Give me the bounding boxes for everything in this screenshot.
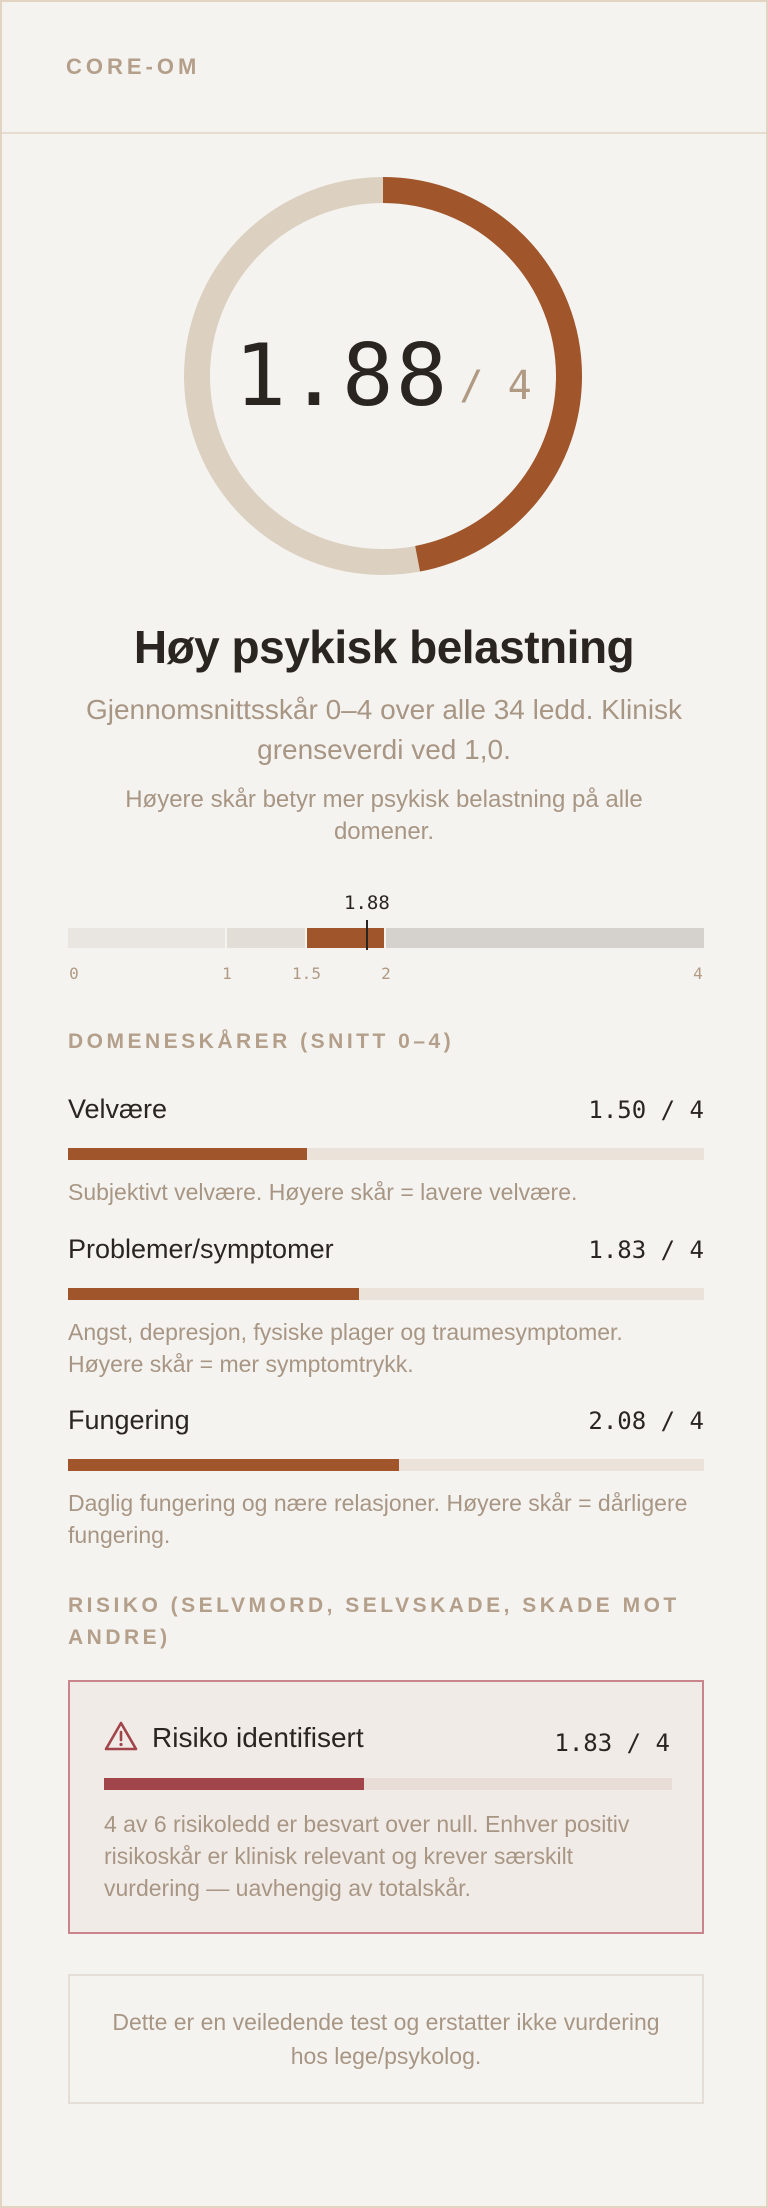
level-subtitle: Gjennomsnittsskår 0–4 over alle 34 ledd. Klinisk grenseverdi ved 1,0. [85, 694, 683, 765]
score-gauge [181, 174, 585, 578]
scale-band-active [307, 928, 385, 948]
total-score: 1.88 [234, 326, 450, 426]
total-score-max: / 4 [459, 363, 532, 409]
domain-description: Daglig fungering og nære relasjoner. Høyere skår = dårligere fungering. [68, 1490, 688, 1548]
domain-problems [68, 1234, 704, 1380]
domain-bar-fill [68, 1288, 359, 1300]
scale-tick: 1 [222, 964, 232, 983]
domain-bar-fill [68, 1459, 399, 1471]
domain-score: 1.50 / 4 [588, 1096, 704, 1124]
risk-title: Risiko identifisert [152, 1722, 364, 1753]
domain-bar-track [68, 1148, 704, 1160]
domain-name: Velvære [68, 1094, 168, 1124]
risk-section-label: RISIKO (SELVMORD, SELVSKADE, SKADE MOT ANDRE) [68, 1594, 680, 1649]
risk-score: 1.83 / 4 [554, 1729, 670, 1757]
domain-score: 2.08 / 4 [588, 1407, 704, 1435]
scale-band [68, 928, 225, 948]
warning-icon [104, 1721, 138, 1756]
domain-functioning [68, 1405, 704, 1551]
domain-description: Subjektivt velvære. Høyere skår = lavere velvære. [68, 1179, 578, 1205]
domain-description: Angst, depresjon, fysiske plager og traumesymptomer. Høyere skår = mer symptomtrykk. [68, 1319, 623, 1377]
level-title: Høy psykisk belastning [133, 621, 635, 673]
domains-section-label: DOMENESKÅRER (SNITT 0–4) [68, 1030, 455, 1053]
level-note: Høyere skår betyr mer psykisk belastning på alle domener. [125, 786, 643, 845]
risk-bar-track [104, 1778, 672, 1790]
gauge-center [181, 174, 585, 578]
risk-description: 4 av 6 risikoledd er besvart over null. Enhver positiv risikoskår er klinisk relevant og krever særskilt vurdering — uavhengig av totalskår. [104, 1811, 630, 1901]
risk-bar-fill [104, 1778, 364, 1790]
header [2, 2, 766, 134]
scale-tick: 0 [69, 964, 79, 983]
domain-bar-track [68, 1459, 704, 1471]
scale-band [386, 928, 704, 948]
domain-score: 1.83 / 4 [588, 1236, 704, 1264]
severity-scale [68, 892, 704, 982]
brand-label: CORE-OM [66, 54, 201, 79]
domain-bar-fill [68, 1148, 307, 1160]
domain-wellbeing [68, 1094, 704, 1208]
disclaimer: Dette er en veiledende test og erstatter ikke vurdering hos lege/psykolog. [68, 1974, 704, 2104]
scale-marker [366, 920, 368, 950]
domain-name: Fungering [68, 1405, 190, 1435]
scale-track [68, 928, 704, 948]
scale-value-label: 1.88 [344, 892, 390, 914]
scale-tick: 1.5 [292, 964, 321, 983]
scale-tick: 4 [693, 964, 703, 983]
scale-band [227, 928, 305, 948]
scale-tick: 2 [381, 964, 391, 983]
domain-bar-track [68, 1288, 704, 1300]
domain-name: Problemer/symptomer [68, 1234, 334, 1264]
risk-alert [68, 1680, 704, 1934]
